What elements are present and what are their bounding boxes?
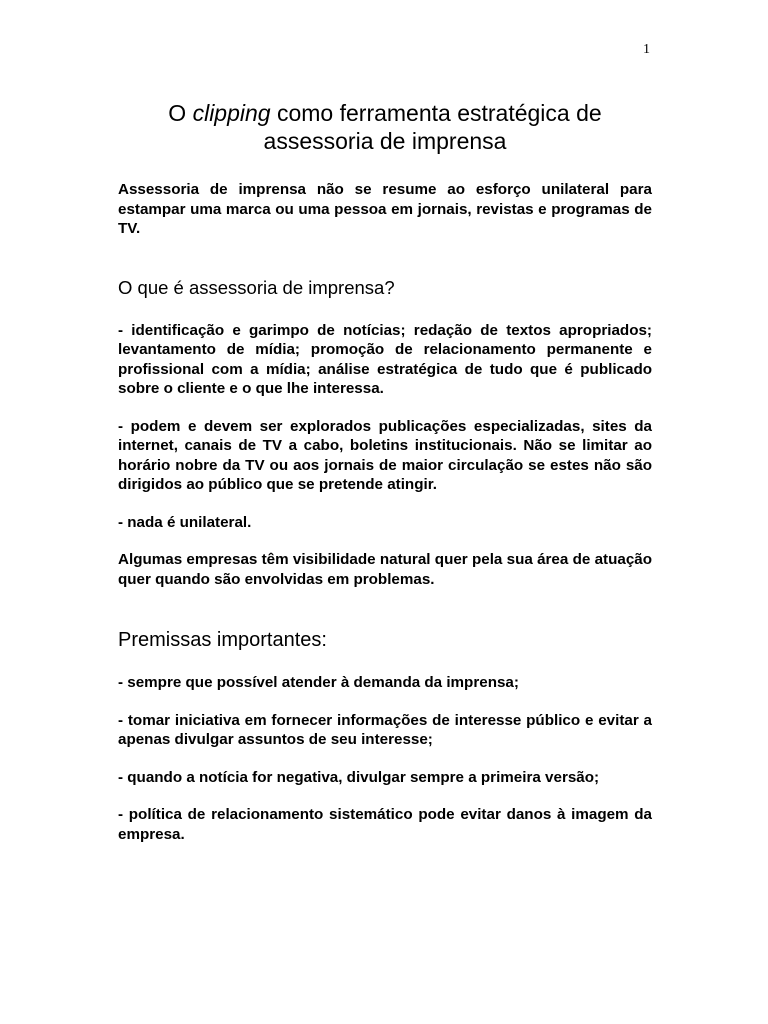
page-number: 1 — [643, 42, 650, 57]
title-prefix: O — [168, 100, 193, 127]
list-item: - identificação e garimpo de notícias; redação de textos apropriados; levantamento de mídia; promoção de relacionamento permanente e profissional com a mídia; análise estratégica de tudo que é publicado sobre o cliente e o que lhe interessa. — [118, 321, 652, 397]
list-item: - tomar iniciativa em fornecer informações de interesse público e evitar a apenas divulgar assuntos de seu interesse; — [118, 711, 652, 748]
title-line-2: assessoria de imprensa — [263, 128, 507, 155]
section-heading-what-is: O que é assessoria de imprensa? — [118, 276, 395, 298]
document-body — [118, 180, 652, 844]
list-item: - quando a notícia for negativa, divulgar sempre a primeira versão; — [118, 768, 600, 786]
list-item: - política de relacionamento sistemático pode evitar danos à imagem da empresa. — [118, 806, 652, 843]
list-item: - sempre que possível atender à demanda da imprensa; — [118, 674, 519, 691]
title-italic-word: clipping — [192, 100, 271, 127]
paragraph-visibility: Algumas empresas têm visibilidade natural quer pela sua área de atuação quer quando são envolvidas em problemas. — [118, 551, 652, 588]
list-item: - podem e devem ser explorados publicações especializadas, sites da internet, canais de TV a cabo, boletins institucionais. Não se limitar ao horário nobre da TV ou aos jornais de maior circulação se estes não são dirigidos ao público que se pretende atingir. — [118, 417, 652, 493]
section-heading-premises: Premissas importantes: — [118, 629, 327, 651]
title-suffix: como ferramenta estratégica de — [270, 100, 602, 127]
list-item: - nada é unilateral. — [118, 513, 252, 531]
intro-paragraph: Assessoria de imprensa não se resume ao esforço unilateral para estampar uma marca ou uma pessoa em jornais, revistas e programas de TV. — [118, 181, 652, 237]
document-title — [118, 99, 652, 155]
